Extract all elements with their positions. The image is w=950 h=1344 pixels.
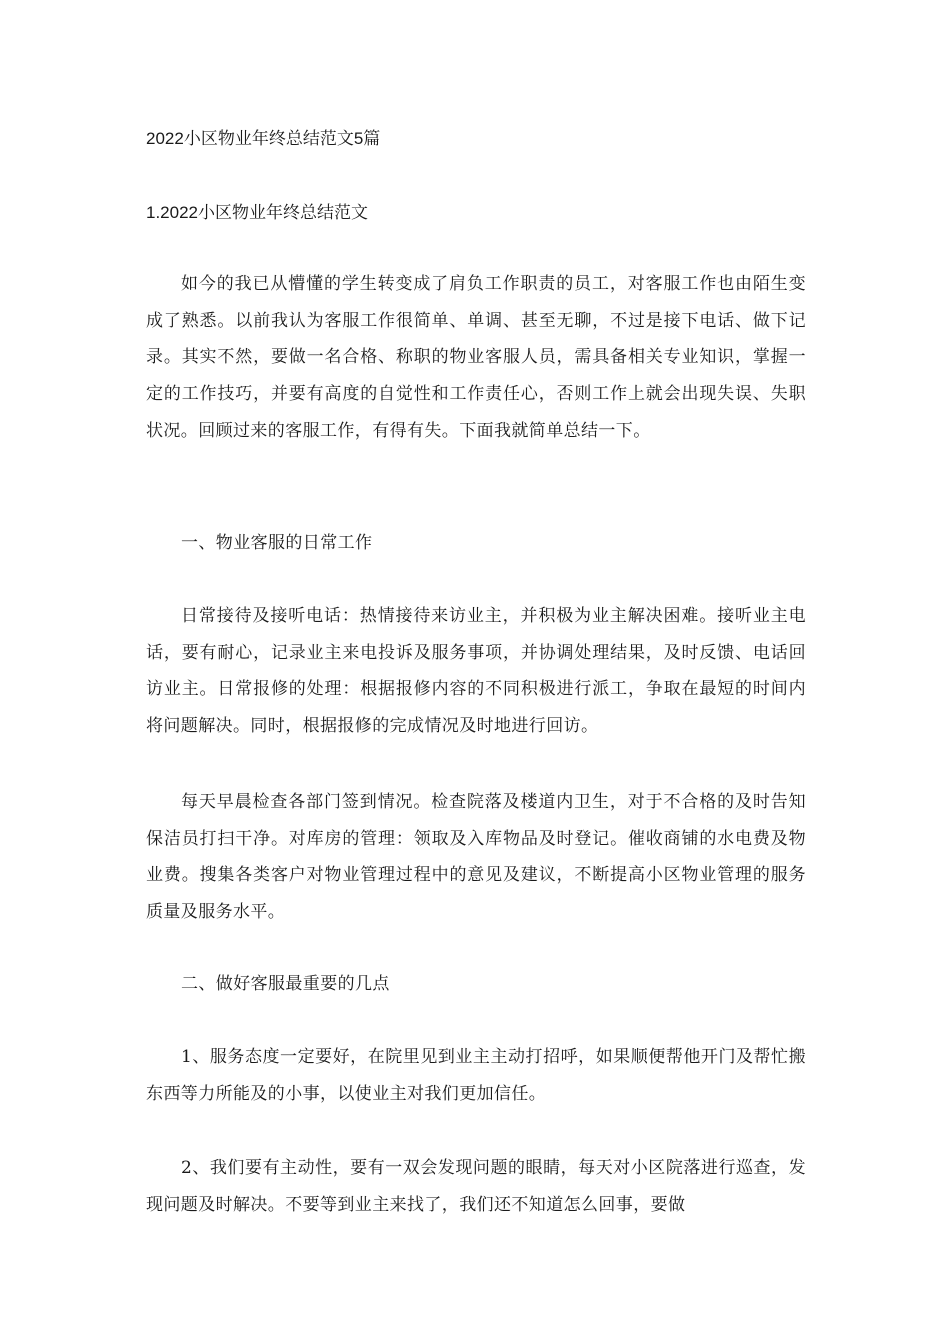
section-heading-key-points: 二、做好客服最重要的几点 — [181, 974, 390, 994]
document-subtitle: 1.2022小区物业年终总结范文 — [146, 203, 368, 222]
section-heading-daily-work: 一、物业客服的日常工作 — [181, 533, 373, 553]
paragraph-point-1: 1、服务态度一定要好，在院里见到业主主动打招呼，如果顺便帮他开门及帮忙搬东西等力所能及的小事，以使业主对我们更加信任。 — [146, 1047, 806, 1104]
document-title: 2022小区物业年终总结范文5篇 — [146, 129, 381, 148]
paragraph-point-2: 2、我们要有主动性，要有一双会发现问题的眼睛，每天对小区院落进行巡查，发现问题及时解决。不要等到业主来找了，我们还不知道怎么回事，要做 — [146, 1158, 806, 1215]
paragraph-morning-check: 每天早晨检查各部门签到情况。检查院落及楼道内卫生，对于不合格的及时告知保洁员打扫干净。对库房的管理：领取及入库物品及时登记。催收商铺的水电费及物业费。搜集各类客户对物业管理过程中的意见及建议，不断提高小区物业管理的服务质量及服务水平。 — [146, 792, 806, 923]
paragraph-reception: 日常接待及接听电话：热情接待来访业主，并积极为业主解决困难。接听业主电话，要有耐心，记录业主来电投诉及服务事项，并协调处理结果，及时反馈、电话回访业主。日常报修的处理：根据报修内容的不同积极进行派工，争取在最短的时间内将问题解决。同时，根据报修的完成情况及时地进行回访。 — [146, 606, 806, 737]
paragraph-intro: 如今的我已从懵懂的学生转变成了肩负工作职责的员工，对客服工作也由陌生变成了熟悉。以前我认为客服工作很简单、单调、甚至无聊，不过是接下电话、做下记录。其实不然，要做一名合格、称职的物业客服人员，需具备相关专业知识，掌握一定的工作技巧，并要有高度的自觉性和工作责任心，否则工作上就会出现失误、失职状况。回顾过来的客服工作，有得有失。下面我就简单总结一下。 — [146, 274, 806, 441]
